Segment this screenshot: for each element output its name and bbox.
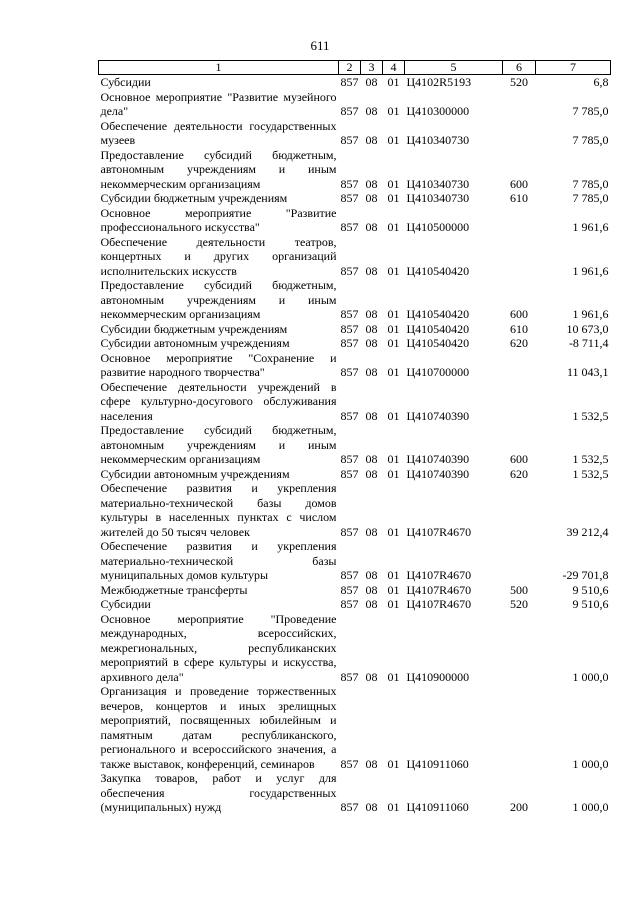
row-amount: 9 510,6 — [572, 582, 609, 597]
row-col-4: 01 — [387, 263, 400, 278]
row-name: Закупка товаров, работ и услуг для обеспечения государственных (муниципальных) нужд — [100, 771, 337, 814]
row-expense-type — [503, 119, 536, 148]
row-expense-type: 500 — [510, 582, 528, 597]
row-amount: 1 961,6 — [572, 220, 609, 234]
row-col-3: 08 — [365, 75, 378, 89]
row-col-2: 857 — [340, 133, 359, 147]
row-col-2: 857 — [340, 582, 359, 597]
row-name: Обеспечение деятельности театров, концертных и других организаций исполнительских искусств — [100, 234, 337, 278]
table-row — [99, 481, 611, 539]
row-code: Ц410911060 — [406, 800, 469, 814]
row-col-4: 01 — [387, 597, 400, 611]
row-name: Субсидии бюджетным учреждениям — [100, 321, 288, 336]
row-col-4: 01 — [387, 568, 400, 582]
row-col-4: 01 — [387, 452, 400, 466]
row-amount: 1 000,0 — [572, 800, 609, 814]
row-name: Организация и проведение торжественных вечеров, концертов и иных зрелищных мероприятий, посвященных юбилейным и памятным датам республиканского, регионального и всероссийского значения, а также выставок, конференций, семинаров — [100, 684, 337, 771]
row-expense-type — [503, 90, 536, 119]
table-row — [99, 119, 611, 148]
row-expense-type — [503, 206, 536, 235]
row-name: Основное мероприятие "Сохранение и развитие народного творчества" — [100, 350, 337, 379]
row-name: Обеспечение деятельности учреждений в сфере культурно-досугового обслуживания населения — [100, 379, 337, 423]
row-code: Ц410700000 — [406, 365, 470, 379]
row-col-2: 857 — [340, 220, 359, 234]
table-row — [99, 380, 611, 424]
table-row — [99, 597, 611, 612]
table-row — [99, 539, 611, 583]
row-code: Ц410540420 — [406, 263, 470, 278]
row-col-3: 08 — [365, 408, 378, 423]
row-expense-type — [503, 235, 536, 279]
row-col-3: 08 — [365, 669, 378, 684]
row-expense-type — [503, 351, 536, 380]
table-row — [99, 235, 611, 279]
row-amount: 1 532,5 — [572, 466, 609, 481]
row-code: Ц410340730 — [406, 133, 470, 147]
table-row — [99, 336, 611, 351]
row-code: Ц410500000 — [406, 220, 470, 234]
row-name: Субсидии — [100, 75, 151, 89]
row-col-2: 857 — [340, 336, 359, 350]
row-col-4: 01 — [387, 669, 400, 684]
row-col-4: 01 — [387, 336, 400, 350]
row-name: Обеспечение деятельности государственных музеев — [100, 118, 337, 147]
row-amount: 1 961,6 — [572, 263, 609, 278]
row-col-2: 857 — [340, 191, 359, 205]
row-col-2: 857 — [340, 365, 359, 379]
row-name: Обеспечение развития и укрепления материально-технической базы домов культуры в населенных пунктах с числом жителей до 50 тысяч человек — [100, 481, 337, 539]
row-expense-type: 620 — [510, 466, 528, 481]
row-name: Субсидии бюджетным учреждениям — [100, 191, 288, 205]
row-col-3: 08 — [365, 452, 378, 466]
row-code: Ц410740390 — [406, 452, 470, 466]
table-row — [99, 191, 611, 206]
row-code: Ц410340730 — [406, 191, 470, 205]
row-code: Ц410740390 — [406, 408, 470, 423]
row-amount: 1 961,6 — [572, 307, 609, 321]
row-col-4: 01 — [387, 582, 400, 597]
header-col-5: 5 — [405, 61, 503, 75]
header-row — [99, 61, 611, 75]
table-row — [99, 612, 611, 685]
row-col-2: 857 — [340, 597, 359, 611]
row-name: Межбюджетные трансферты — [100, 582, 248, 597]
row-code: Ц410540420 — [406, 336, 470, 350]
row-col-2: 857 — [340, 307, 359, 321]
row-name: Обеспечение развития и укрепления материально-технической базы муниципальных домов культуры — [100, 539, 337, 582]
row-col-3: 08 — [365, 568, 378, 582]
table-row — [99, 322, 611, 337]
row-col-4: 01 — [387, 365, 400, 379]
row-amount: 1 532,5 — [572, 408, 609, 423]
row-col-3: 08 — [365, 524, 378, 539]
table-row — [99, 351, 611, 380]
table-row — [99, 583, 611, 598]
row-name: Основное мероприятие "Развитие профессионального искусства" — [100, 205, 337, 234]
row-col-4: 01 — [387, 466, 400, 481]
row-col-4: 01 — [387, 176, 400, 191]
header-col-7: 7 — [536, 61, 611, 75]
row-expense-type: 620 — [510, 336, 528, 350]
row-amount: 7 785,0 — [572, 133, 609, 147]
row-expense-type — [503, 380, 536, 424]
row-col-3: 08 — [365, 365, 378, 379]
row-col-2: 857 — [340, 75, 359, 89]
row-amount: 10 673,0 — [566, 321, 609, 336]
row-col-4: 01 — [387, 104, 400, 118]
header-col-2: 2 — [339, 61, 361, 75]
row-col-4: 01 — [387, 524, 400, 539]
row-expense-type — [503, 612, 536, 685]
row-expense-type — [503, 481, 536, 539]
row-name: Субсидии — [100, 597, 151, 611]
row-col-4: 01 — [387, 133, 400, 147]
table-row — [99, 771, 611, 815]
table-row — [99, 467, 611, 482]
header-col-3: 3 — [361, 61, 383, 75]
row-col-3: 08 — [365, 321, 378, 336]
row-col-4: 01 — [387, 756, 400, 771]
row-amount: 11 043,1 — [566, 365, 609, 379]
row-col-4: 01 — [387, 800, 400, 814]
row-code: Ц410300000 — [406, 104, 470, 118]
row-col-3: 08 — [365, 133, 378, 147]
row-col-3: 08 — [365, 104, 378, 118]
row-col-2: 857 — [340, 800, 359, 814]
row-code: Ц410340730 — [406, 176, 470, 191]
row-code: Ц4102R5193 — [406, 75, 472, 89]
row-col-4: 01 — [387, 220, 400, 234]
row-amount: 1 000,0 — [572, 756, 609, 771]
row-col-4: 01 — [387, 191, 400, 205]
budget-table — [98, 60, 611, 815]
row-amount: 9 510,6 — [572, 597, 609, 611]
row-col-2: 857 — [340, 263, 359, 278]
row-code: Ц410911060 — [406, 756, 469, 771]
row-amount: 1 532,5 — [572, 452, 609, 466]
row-col-3: 08 — [365, 597, 378, 611]
page-number: 611 — [310, 38, 330, 53]
row-code: Ц4107R4670 — [406, 597, 472, 611]
row-name: Субсидии автономным учреждениям — [100, 336, 290, 350]
row-amount: 7 785,0 — [572, 104, 609, 118]
row-expense-type — [503, 684, 536, 771]
row-col-2: 857 — [340, 756, 359, 771]
row-expense-type: 600 — [510, 307, 528, 321]
row-name: Предоставление субсидий бюджетным, автономным учреждениям и иным некоммерческим организациям — [100, 423, 337, 466]
row-amount: -29 701,8 — [562, 568, 609, 582]
table-row — [99, 90, 611, 119]
row-col-3: 08 — [365, 220, 378, 234]
row-col-3: 08 — [365, 307, 378, 321]
row-col-2: 857 — [340, 466, 359, 481]
row-col-3: 08 — [365, 582, 378, 597]
row-col-2: 857 — [340, 408, 359, 423]
row-code: Ц4107R4670 — [406, 568, 472, 582]
row-name: Основное мероприятие "Проведение международных, всероссийских, межрегиональных, республиканских мероприятий в сфере культуры и искусства, архивного дела" — [100, 611, 337, 684]
row-expense-type: 520 — [510, 597, 528, 611]
row-amount: 1 000,0 — [572, 669, 609, 684]
row-col-3: 08 — [365, 800, 378, 814]
row-code: Ц4107R4670 — [406, 582, 472, 597]
row-code: Ц410900000 — [406, 669, 470, 684]
row-amount: 7 785,0 — [572, 191, 609, 205]
row-col-4: 01 — [387, 307, 400, 321]
row-col-3: 08 — [365, 176, 378, 191]
row-col-2: 857 — [340, 669, 359, 684]
row-name: Предоставление субсидий бюджетным, автономным учреждениям и иным некоммерческим организациям — [100, 147, 337, 191]
row-col-2: 857 — [340, 104, 359, 118]
row-name: Субсидии автономным учреждениям — [100, 466, 290, 481]
header-col-4: 4 — [383, 61, 405, 75]
row-code: Ц410540420 — [406, 307, 470, 321]
table-body — [99, 75, 611, 815]
header-col-6: 6 — [503, 61, 536, 75]
row-expense-type: 600 — [510, 452, 528, 466]
row-code: Ц410740390 — [406, 466, 470, 481]
table-row — [99, 75, 611, 90]
row-name: Основное мероприятие "Развитие музейного дела" — [100, 89, 337, 118]
row-col-2: 857 — [340, 452, 359, 466]
row-col-3: 08 — [365, 756, 378, 771]
row-code: Ц4107R4670 — [406, 524, 472, 539]
row-col-3: 08 — [365, 191, 378, 205]
row-col-3: 08 — [365, 466, 378, 481]
row-col-2: 857 — [340, 321, 359, 336]
row-col-3: 08 — [365, 263, 378, 278]
row-expense-type: 520 — [510, 75, 528, 89]
row-expense-type: 200 — [510, 800, 528, 814]
row-col-2: 857 — [340, 524, 359, 539]
row-expense-type: 610 — [510, 321, 528, 336]
row-expense-type: 610 — [510, 191, 528, 205]
table-row — [99, 148, 611, 192]
table-row — [99, 278, 611, 322]
table-header — [99, 61, 611, 75]
table-row — [99, 684, 611, 771]
row-col-4: 01 — [387, 321, 400, 336]
row-code: Ц410540420 — [406, 321, 470, 336]
row-amount: 39 212,4 — [566, 524, 609, 539]
row-col-4: 01 — [387, 75, 400, 89]
header-col-1: 1 — [99, 61, 339, 75]
row-col-2: 857 — [340, 568, 359, 582]
row-amount: -8 711,4 — [568, 336, 609, 350]
row-expense-type: 600 — [510, 176, 528, 191]
table-row — [99, 423, 611, 467]
row-expense-type — [503, 539, 536, 583]
row-amount: 6,8 — [593, 75, 609, 89]
row-col-2: 857 — [340, 176, 359, 191]
row-col-3: 08 — [365, 336, 378, 350]
table-row — [99, 206, 611, 235]
row-col-4: 01 — [387, 408, 400, 423]
row-amount: 7 785,0 — [572, 176, 609, 191]
row-name: Предоставление субсидий бюджетным, автономным учреждениям и иным некоммерческим организациям — [100, 278, 337, 321]
